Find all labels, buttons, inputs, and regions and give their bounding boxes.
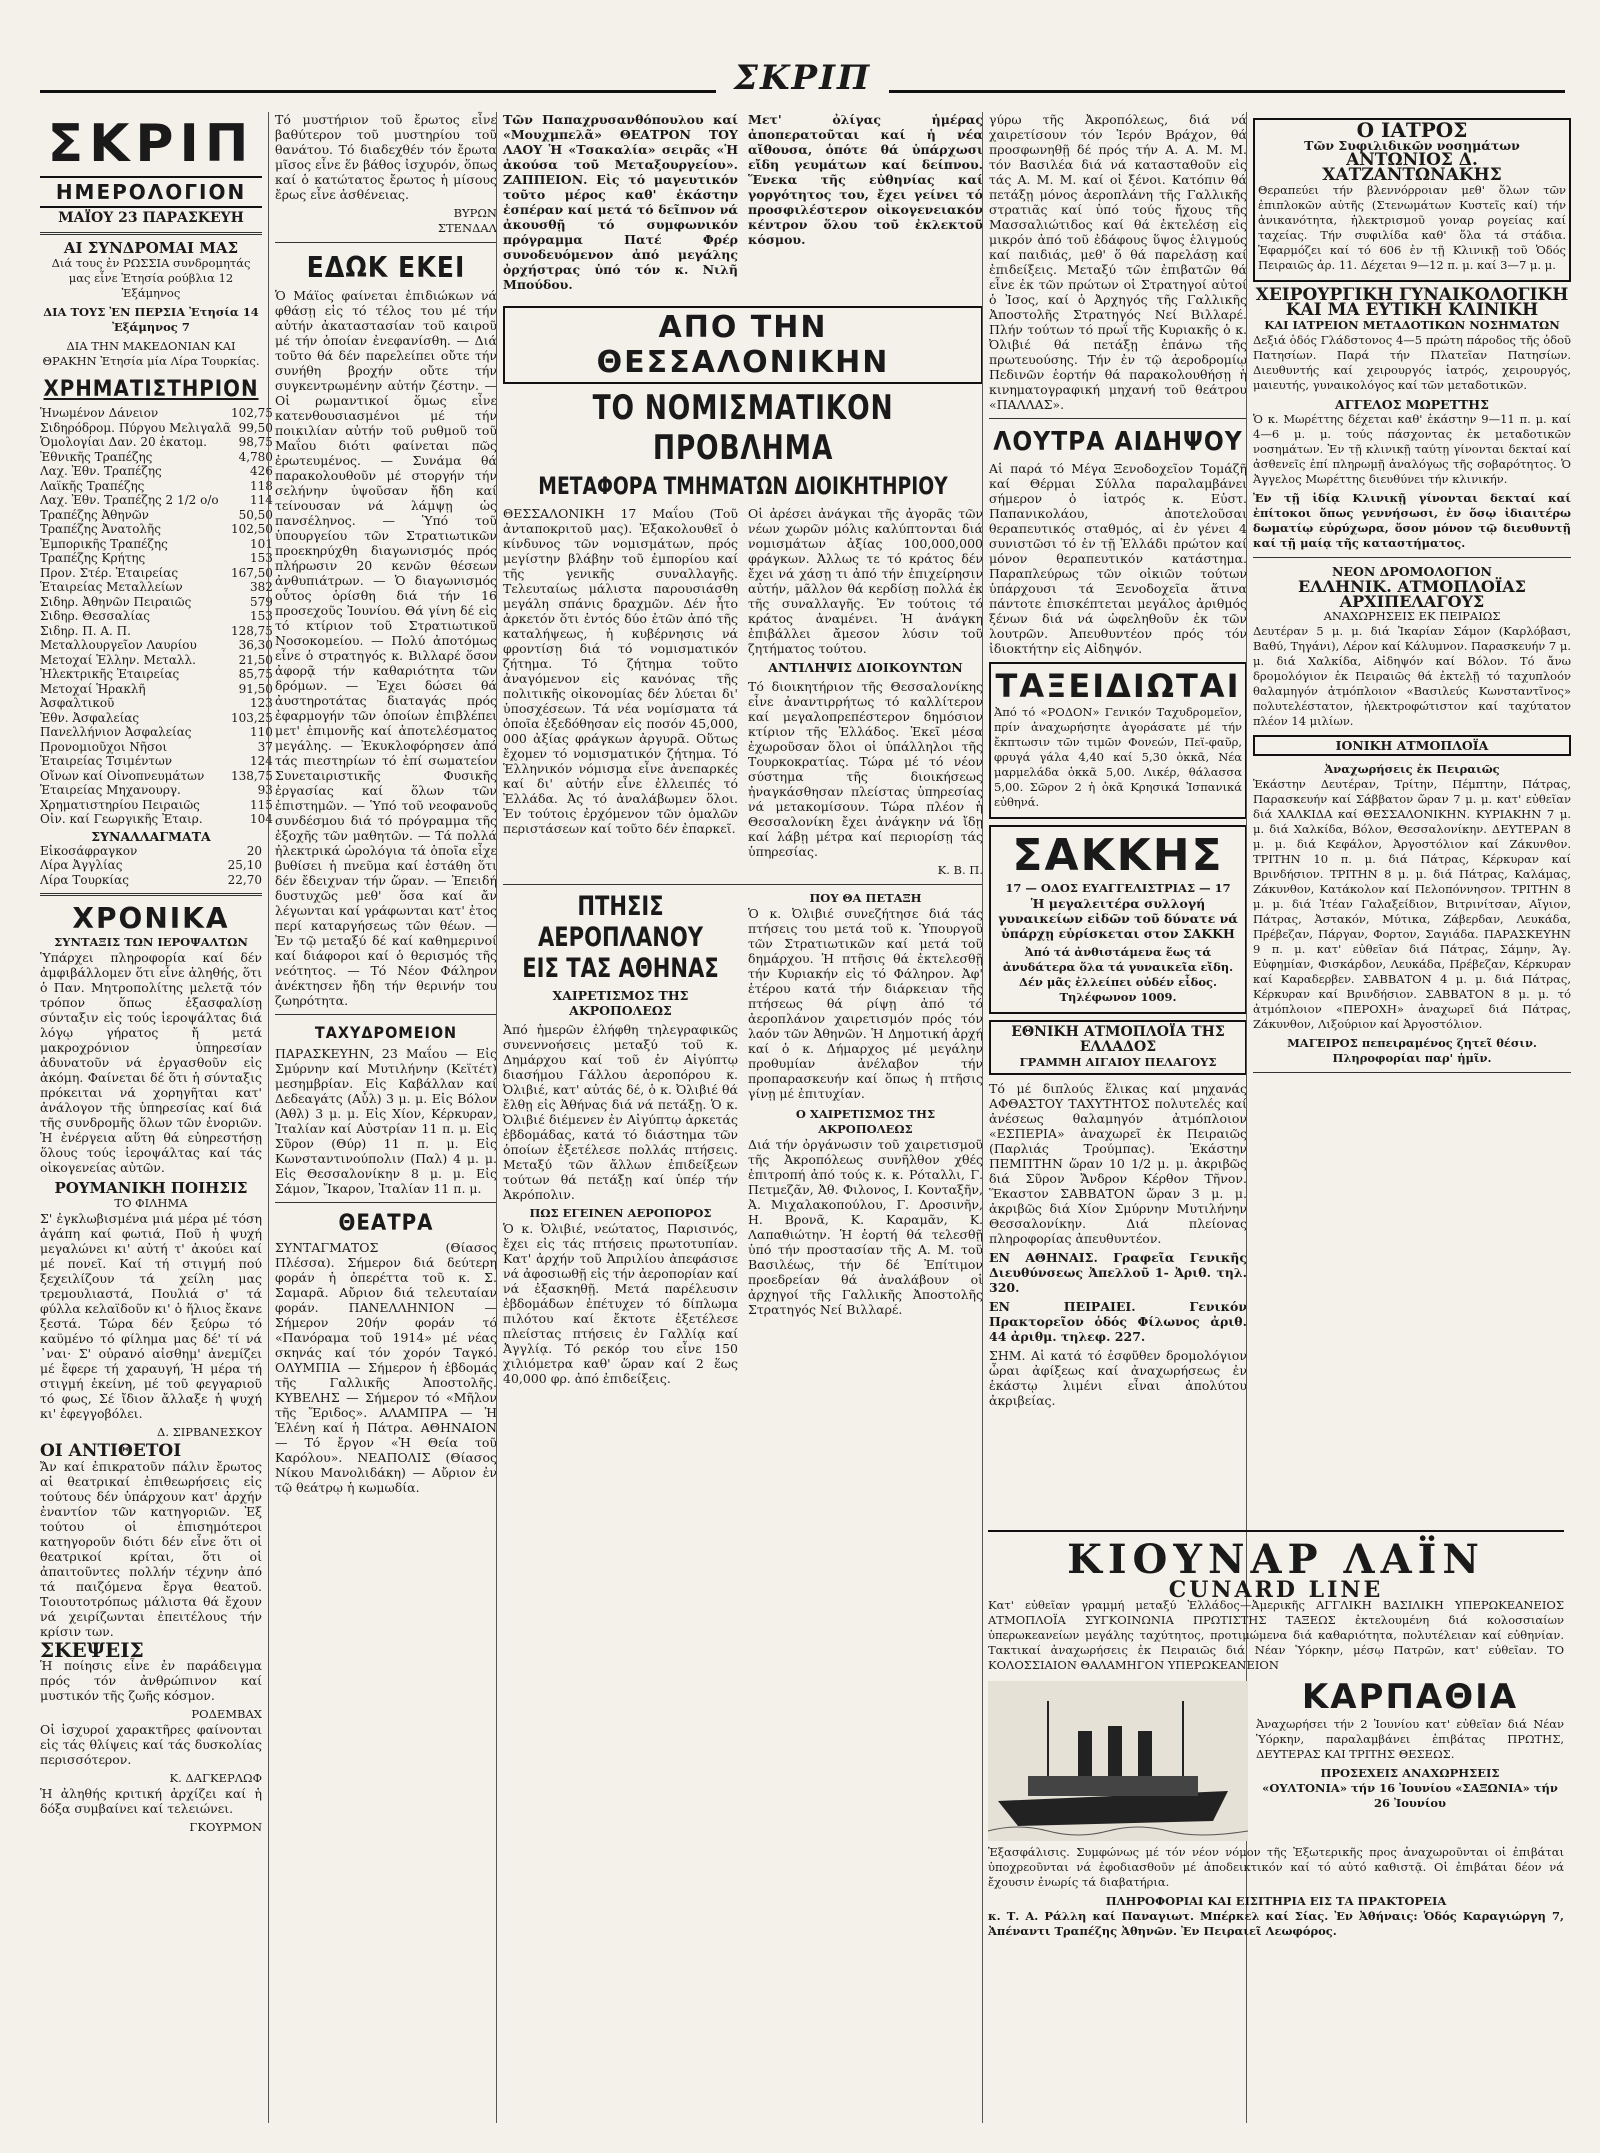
- masthead: [40, 58, 1565, 98]
- sakkis-address: 17 — ΟΔΟΣ ΕΥΑΓΓΕΛΙΣΤΡΙΑΣ — 17: [1005, 881, 1231, 895]
- ship-name: ΚΑΡΠΑΘΙΑ: [1301, 1677, 1519, 1717]
- bourse-row-label: Ἠλεκτρικῆς Ἑταιρείας: [40, 667, 180, 681]
- bourse-row: [40, 522, 273, 537]
- flight-headline-2: ΕΙΣ ΤΑΣ ΑΘΗΝΑΣ: [522, 953, 719, 984]
- doctor-ad: [1253, 118, 1571, 282]
- bourse-row-label: Οἴνων καί Οἰνοπνευμάτων: [40, 768, 205, 783]
- ionian-subheading: Ἀναχωρήσεις ἐκ Πειραιῶς: [1324, 762, 1500, 776]
- bourse-row-value: 103,25: [230, 710, 273, 725]
- national-line-text: Τό μέ διπλούς ἕλικας καί μηχανάς ΑΦΘΑΣΤΟΥ ΤΑΧΥΤΗΤΟΣ πολυτελές καί ἀνέσεως θαλαμηγόν ἀτμόπλοιον «ΕΣΠΕΡΙΑ» ἀναχωρεῖ ἐκ Πειραιῶς (Παρλιάς Τρούμπας). Ἑκάστην ΠΕΜΠΤΗΝ ὥραν 10 1/2 μ. μ. ἀκριβῶς διά Σῦρον Ἄνδρον Κέρθον Τῆνον. Ἕκαστον ΣΑΒΒΑΤΟΝ ὥραν 3 μ. μ. ἀκριβῶς διά Χίον Σμύρνην Μυτιλήνην Θεσσαλονίκην. Διά πλείονας πληροφορίας ἀπευθυντέον.: [989, 1081, 1247, 1246]
- subscriptions-persia: ΔΙΑ ΤΟΥΣ ἘΝ ΠΕΡΣΙΑ Ἐτησία 14 Ἐξάμηνος 7: [43, 305, 259, 334]
- surgery-text-2: Ὁ κ. Μωρέττης δέχεται καθ' ἑκάστην 9—11 π. μ. καί 4—6 μ. μ. τούς πάσχοντας ἐκ μεταδοτικῶν νοσημάτων. Ἐν τῇ κλινικῇ ταύτῃ γίνονται δεκταί καί ἀσθενεῖς ἐπί πληρωμῇ ἀναλόγως τῆς σοβαρότητος. Ὁ Ἀγγελος Μωρέττης διευθύνει τήν κλινικήν.: [1253, 412, 1571, 486]
- nameplate-subtitle: ΗΜΕΡΟΛΟΓΙΟΝ: [40, 176, 262, 208]
- bourse-row: [40, 421, 273, 436]
- bourse-row-label: Τραπέζης Ἀνατολῆς: [40, 522, 161, 536]
- baths-heading: ΛΟΥΤΡΑ ΑΙΔΗΨΟΥ: [993, 427, 1243, 457]
- lines-text: Δευτέραν 5 μ. μ. διά Ἰκαρίαν Σάμον (Καρλόβασι, Βαθύ, Τηγάνι), Λέρον καί Κάλυμνον. Παρασκευήν 7 μ. μ. διά Χαλκίδα, Αἰδηψόν καί Βόλον. Τό ἄνω δρομολόγιον ἐκ Πειραιῶς θά ἐκτελῇ τό ταχυπλοόν θαλαμηγόν ἀτμόπλοιον «Βασιλεύς Κωνσταντῖνος» πολυτελέστατον, ἠλεκτροφώτιστον καί ταχύτατον πλέον 14 μιλίων.: [1253, 624, 1571, 728]
- national-line-note: ΣΗΜ. Αἱ κατά τό ἐσφῦθεν δρομολόγιον ὧραι ἀφίξεως καί ἀναχωρήσεως ἐν ἑκάστῳ λιμένι εἶναι ἀπολύτου ἀκριβείας.: [989, 1348, 1247, 1408]
- national-line-athens: ΕΝ ΑΘΗΝΑΙΣ. Γραφεῖα Γενικῆς Διευθύνσεως Ἀπελλοῦ 1- Ἀριθ. τηλ. 320.: [989, 1250, 1247, 1295]
- bourse-row-value: 128,75: [230, 623, 273, 638]
- bourse-row-label: Μετοχαί Ἑλλην. Μεταλλ.: [40, 652, 196, 667]
- bourse-row: [40, 682, 273, 697]
- bourse-row-value: 579: [250, 594, 273, 609]
- antitheta-text: Ἄν καί ἐπικρατοῦν πάλιν ἔρωτος αἱ θεατρικαί ἐπιθεωρήσεις εἰς τούτους δέν ὑπάρχουν κατ' ἀρχήν ἐναντίον τῶν κατηγοριῶν. Ἐξ τούτου οἱ ἐπισημότεροι κατηγοροῦν διότι δέν εἶνε ὅτι οἱ θεατρικοί κρίται, ὅτι οἱ ἀπαιτοῦντες πολλήν τέχνην ἀπό τά παιζόμενα ἔργα θεατοῦ. Τοιουτοτρόπως μάλιστα θά ἔχουν νά χειρίζωνται ἐπειτέλους τήν κρίσιν των.: [40, 1459, 262, 1639]
- bourse-row-value: 104: [250, 812, 273, 826]
- bourse-row-value: 21,50: [238, 652, 273, 667]
- acropolis-text: Διά τήν ὀργάνωσιν τοῦ χαιρετισμοῦ τῆς Ἀκροπόλεως συνῆλθον χθές ἐπιτροπή ἀπό τούς κ. κ. Ρόταλλι, Γ. Πετμεζᾶν, Ἀθ. Φιλονος, Ι. Κονταξῆν, Ἀ. Μιχαλακοπούλου, Γ. Δροσινῆν, Η. Βρονᾶ, Κ. Καραμᾶν, Κ. Λαπαθιώτην. Ἡ ἑορτή θά τελεσθῇ ὑπό τήν προστασίαν τῆς Α. Μ. τοῦ Βασιλέως, τήν δέ Ἐπίτιμον προεδρείαν θά ἀναλάβουν οἱ ἀρχηγοί τῆς Γαλλικῆς Ἀποστολῆς Στρατηγός Νεί Βιλλαρέ.: [748, 1137, 983, 1317]
- lines-subheading-2: ΑΡΧΙΠΕΛΑΓΟΥΣ: [1339, 592, 1485, 611]
- divider: [40, 893, 262, 896]
- bourse-row-label: Ἡνωμένον Δάνειον: [40, 406, 159, 420]
- bourse-row-value: 85,75: [238, 667, 273, 681]
- bourse-row: [40, 464, 273, 479]
- next-departures-heading: ΠΡΟΣΕΧΕΙΣ ΑΝΑΧΩΡΗΣΕΙΣ: [1320, 1766, 1500, 1780]
- thessaloniki-text-left: ΘΕΣΣΑΛΟΝΙΚΗ 17 Μαΐου (Τοῦ ἀνταποκριτοῦ μας). Ἐξακολουθεῖ ὁ κίνδυνος τῶν νομισμάτων, πρός μεγίστην βλάβην τοῦ ἐμπορίου καί τῆς γενικῆς συναλλαγῆς. Τελευταίως μάλιστα παρουσιάσθη μεγάλη σπάνις δραχμῶν. Δέν ἦτο ἀρκετόν ὅτι ἐντός δύο ἐτῶν ἀπό τῆς καταλήψεως, ἡ κυβέρνησις νά φροντίσῃ διά τό νομισματικόν ζήτημα. Τό ζήτημα τοῦτο ἀναγόμενον εἰς κανόνας τῆς πολιτικῆς οἰκονομίας δέν λύεται δι' ὑποσχέσεων. Τά νέα νομίσματα τά ὁποῖα ἐξεδόθησαν εἰς ποσόν 45,000, 000 ἀξίας φράγκων ἀργυρᾶ. Οὕτως ἔχομεν τό νομισματικόν ζήτημα. Τό Ἑλληνικόν νόμισμα εἶνε ἀνεπαρκές καί δι' αὐτήν εἶνε ἐλλειπές τό Ἐλλάδα. Ἀς τό ἀναλάβωμεν ὅλοι. Ἐν τούτοις ἐρχόμενον τῶν ὁμαλῶν περιστάσεων καί τοῦτο δέν ἐπαρκεῖ.: [503, 506, 738, 836]
- where-fly-heading: ΠΟΥ ΘΑ ΠΕΤΑΞΗ: [809, 891, 922, 905]
- bourse-row-label: Σιδηρόδρομ. Πύργου Μελιγαλᾶ: [40, 420, 231, 435]
- cook-ad: ΜΑΓΕΙΡΟΣ πεπειραμένος ζητεῖ θέσιν. Πληροφορίαι παρ' ἡμῖν.: [1287, 1036, 1537, 1065]
- exchange-row-label: Λίρα Ἀγγλίας: [40, 858, 123, 872]
- next-departures-text: «ΟΥΛΤΟΝΙΑ» τήν 16 Ἰουνίου «ΣΑΞΩΝΙΑ» τήν 26 Ἰουνίου: [1262, 1781, 1558, 1810]
- doctor-name: ΑΝΤΩΝΙΟΣ Δ. ΧΑΤΖΑΝΤΩΝΑΚΗΣ: [1322, 150, 1502, 185]
- chronika-heading: ΧΡΟΝΙΚΑ: [72, 902, 230, 935]
- bourse-row-label: Ἀσφαλτικοῦ: [40, 696, 115, 710]
- subscriptions-russia: Διά τους ἐν ΡΩΣΣΙΑ συνδρομητάς μας εἶνε Ἐτησία ρούβλια 12 Ἐξάμηνος: [51, 256, 251, 300]
- bourse-row: [40, 580, 273, 595]
- cunard-greek-title: ΚΙΟΥΝΑΡ ΛΑΪΝ: [1067, 1536, 1485, 1583]
- bourse-row: [40, 667, 273, 682]
- exchange-row-value: 22,70: [227, 872, 262, 887]
- divider: [275, 1202, 497, 1203]
- skepseis-text-3: Ἡ ἀληθής κριτική ἀρχίζει καί ἡ δόξα συμβαίνει καί τελειώνει.: [40, 1786, 262, 1816]
- antitheta-heading: ΟΙ ΑΝΤΙΘΕΤΟΙ: [40, 1441, 182, 1461]
- bourse-row-label: Λαϊκῆς Τραπέζης: [40, 478, 145, 493]
- theatre-heading: ΘΕΑΤΡΑ: [338, 1211, 434, 1236]
- sakkis-text: Ἡ μεγαλειτέρα συλλογή γυναικείων εἰδῶν τοῦ δύνατε νά ὑπάρχῃ εὑρίσκεται στον ΣΑΚΚΗ: [998, 896, 1238, 941]
- bourse-row-value: 102,75: [230, 406, 273, 420]
- bourse-row: [40, 798, 273, 813]
- doctor-subheading: Τῶν Συφιλιδικῶν νοσημάτων: [1304, 138, 1520, 153]
- poem-title: ΤΟ ΦΙΛΗΜΑ: [114, 1196, 188, 1210]
- agents-heading: ΠΛΗΡΟΦΟΡΙΑΙ ΚΑΙ ΕΙΣΙΤΗΡΙΑ ΕΙΣ ΤΑ ΠΡΑΚΤΟΡΕΙΑ: [1105, 1894, 1447, 1908]
- antilipsis-heading: ΑΝΤΙΛΗΨΙΣ ΔΙΟΙΚΟΥΝΤΩΝ: [768, 660, 963, 675]
- bourse-row-label: Τραπέζης Ἀθηνῶν: [40, 507, 149, 522]
- subscriptions-macedonia: ΔΙΑ ΤΗΝ ΜΑΚΕΔΟΝΙΑΝ ΚΑΙ ΘΡΑΚΗΝ Ἐτησία μία Λίρα Τουρκίας.: [42, 339, 260, 368]
- bourse-row: [40, 624, 273, 639]
- exchange-row-value: 25,10: [227, 858, 262, 872]
- bourse-row-value: 110: [250, 725, 273, 739]
- agents-text: κ. Τ. Α. Ράλλη καί Παναγιωτ. Μπέρκελ καί Σίας. Ἐν Ἀθήναις: Ὁδός Καραγιώργη 7, Ἀπέναντι Τραπέζης Ἀθηνῶν. Ἐν Πειραιεῖ Λεωφόρος.: [988, 1909, 1564, 1938]
- monetary-headline: ΤΟ ΝΟΜΙΣΜΑΤΙΚΟΝ ΠΡΟΒΛΗΜΑ: [592, 388, 894, 468]
- edo-heading: ΕΔΩΚ ΕΚΕΙ: [306, 251, 466, 284]
- aviator-heading: ΠΩΣ ΕΓΕΙΝΕΝ ΑΕΡΟΠΟΡΟΣ: [529, 1206, 712, 1220]
- lines-subheading-3: ΑΝΑΧΩΡΗΣΕΙΣ ΕΚ ΠΕΙΡΑΙΩΣ: [1323, 609, 1501, 623]
- subscriptions-heading: ΑΙ ΣΥΝΔΡΟΜΑΙ ΜΑΣ: [63, 239, 239, 257]
- bourse-row-value: 118: [250, 478, 273, 493]
- bourse-row-value: 426: [250, 464, 273, 478]
- thessaloniki-text-right: Οἱ ἀρέσει ἀνάγκαι τῆς ἀγορᾶς τῶν νέων χωρῶν μόλις καλύπτονται διά νομισμάτων ἀξίας 100,000,000 φράγκων. Ἀλλως τε τό κράτος δέν ἔχει νά χάσῃ τι ἀπό τήν ἐπιχείρησιν αὐτήν, μᾶλλον θά κερδίσῃ πολλά ἐκ τῆς συναλλαγῆς. Ἐν τούτοις τό κράτος ἀναμένει. Ἡ ἀνάγκη ἐπιβάλλει ἄμεσον λύσιν τοῦ ζητήματος τούτου.: [748, 506, 983, 656]
- exchange-row: [40, 873, 262, 888]
- bourse-row-label: Ἐθν. Ἀσφαλείας: [40, 710, 140, 725]
- bourse-row-label: Προν. Στέρ. Ἑταιρείας: [40, 565, 179, 580]
- acropolis-heading: Ο ΧΑΙΡΕΤΙΣΜΟΣ ΤΗΣ ΑΚΡΟΠΟΛΕΩΣ: [795, 1107, 936, 1136]
- cunard-text: Κατ' εὐθεῖαν γραμμή μεταξύ Ἑλλάδος—Ἀμερικῆς ΑΓΓΛΙΚΗ ΒΑΣΙΛΙΚΗ ΥΠΕΡΩΚΕΑΝΕΙΟΣ ΑΤΜΟΠΛΟΪΑ ΣΥΓΚΟΙΝΩΝΙΑ ΠΡΩΤΙΣΤΗΣ ΤΑΞΕΩΣ ἐκτελουμένη διά κολοσσιαίων ὑπερωκεανείων μεγάλης ταχύτητος, προτιμώμενα διά καθαριότητα, πολυτέλειαν καί εὐθηνίαν. Τακτικαί ἀναχωρήσεις ἐκ Πειραιῶς διά Νέαν Ὑόρκην, μέσῳ Πατρῶν, κατ' εὐθεῖαν. ΤΟ ΚΟΛΟΣΣΙΑΙΟΝ ΘΑΛΑΜΗΓΟΝ ΥΠΕΡΩΚΕΑΝΕΙΟΝ: [988, 1598, 1564, 1672]
- sakkis-ad: [989, 825, 1247, 1014]
- exchange-row-label: Λίρα Τουρκίας: [40, 872, 129, 887]
- bourse-table: [40, 406, 273, 827]
- bourse-row: [40, 609, 273, 624]
- surgery-subheading: ΚΑΙ ΙΑΤΡΕΙΟΝ ΜΕΤΑΔΟΤΙΚΩΝ ΝΟΣΗΜΑΤΩΝ: [1264, 318, 1560, 332]
- bourse-row: [40, 725, 273, 740]
- quote-author-byron: ΒΥΡΩΝ: [453, 206, 497, 220]
- bourse-row: [40, 493, 273, 508]
- bourse-row-label: Οἰν. καί Γεωργικῆς Ἐταιρ.: [40, 812, 203, 826]
- bourse-row: [40, 595, 273, 610]
- bourse-row-value: 37: [257, 739, 273, 754]
- national-line-heading: ΕΘΝΙΚΗ ΑΤΜΟΠΛΟΪΑ ΤΗΣ ΕΛΛΑΔΟΣ: [1011, 1024, 1225, 1055]
- bourse-row: [40, 450, 273, 465]
- where-fly-text: Ὁ κ. Ὀλιβιέ συνεζήτησε διά τάς πτήσεις του μετά τοῦ κ. Ὑπουργοῦ τῶν Στρατιωτικῶν καί μετά τοῦ δημάρχου. Ἡ πτῆσις θά ἐκτελεσθῇ τήν Κυριακήν εἰς τό Φάληρον. Ἀφ' ἑτέρου κατά τήν διάρκειαν τῆς πτήσεως θά ρίψῃ ἀπό τό ἀεροπλάνον χαιρετισμόν πρός τόν λαόν τῶν Ἀθηνῶν. Ἡ Δημοτική ἀρχή καί ὁ κ. Δήμαρχος μέ μεγάλην προθυμίαν ἀνέλαβον τήν προπαρασκευήν καί ὅπως ἡ πτῆσις γίνῃ μέ ἐπιτυχίαν.: [748, 906, 983, 1101]
- bourse-row-value: 114: [250, 493, 273, 507]
- thessaloniki-article: [503, 506, 983, 878]
- bourse-row: [40, 638, 273, 653]
- nameplate: ΣΚΡΙΠ: [47, 114, 255, 174]
- thessaloniki-banner: ΑΠΟ ΤΗΝ ΘΕΣΣΑΛΟΝΙΚΗΝ: [503, 306, 983, 384]
- chronika-subheading: ΣΥΝΤΑΞΙΣ ΤΩΝ ΙΕΡΟΨΑΛΤΩΝ: [54, 935, 248, 949]
- ship-text: Ἀναχωρήσει τήν 2 Ἰουνίου κατ' εὐθεῖαν διά Νέαν Ὑόρκην, παραλαμβάνει ἐπιβάτας ΠΡΩΤΗΣ, ΔΕΥΤΕΡΑΣ ΚΑΙ ΤΡΙΤΗΣ ΘΕΣΕΩΣ.: [1256, 1717, 1564, 1761]
- divider: [989, 418, 1247, 419]
- bourse-row-label: Χρηματιστηρίου Πειραιῶς: [40, 797, 200, 812]
- divider: [503, 884, 983, 885]
- bourse-row-label: Προνομιοῦχοι Νῆσοι: [40, 739, 168, 754]
- bourse-row-label: Μεταλλουργεῖον Λαυρίου: [40, 638, 197, 652]
- divider: [275, 242, 497, 243]
- divider: [275, 1014, 497, 1015]
- bourse-row-value: 4,780: [238, 449, 273, 464]
- skepseis-author-1: ΡΟΔΕΜΒΑΧ: [191, 1707, 262, 1721]
- skepseis-text-1: Ἡ ποίησις εἶνε ἐν παράδειγμα πρός τόν ἀνθρώπινον καί μυστικόν τῆς ζωῆς κόσμον.: [40, 1658, 262, 1703]
- chronika-text: Ὑπάρχει πληροφορία καί δέν ἀμφιβάλλομεν ὅτι εἶνε ἀληθής, ὅτι ὁ Παν. Μητροπολίτης μελετᾷ τόν τρόπον ὅπως ἐξασφαλίσῃ σύνταξιν εἰς τούς ἱεροψάλτας διά λόγῳ γήρατος ἤ μετά μακροχρόνιον ὑπηρεσίαν ἀδυνατοῦν νά ἐργασθοῦν εἰς ἀκόμη. Φαίνεται δέ ὅτι ἡ σύνταξις πρόκειται νά χορηγῆται κατ' ἀνάλογον τῆς ὑπηρεσίας καί διά τῆς συνδρομῆς ὅλων τῶν ἐνοριῶν. Ἡ ἐνέργεια αὕτη θά εὐηρεστήσῃ ὅλους τούς ἱεροψάλτας καί τάς οἰκογενείας αὐτῶν.: [40, 950, 262, 1175]
- next-departures-note: Ἐξασφάλισις. Συμφώνως μέ τόν νέον νόμον τῆς Ἐξωτερικῆς προς ἀναχωροῦνται οἱ ἐπιβάται ὑποχρεοῦνται νά ἐφοδιασθοῦν μέ ἀποδεικτικόν καί τό αὐτό καθιστᾷ. Οἱ ἐπιβάται δέον νά ἔχουσιν ἐνωρίς τά διαβατήρια.: [988, 1845, 1564, 1889]
- national-line-subheading: ΓΡΑΜΜΗ ΑΙΓΑΙΟΥ ΠΕΛΑΓΟΥΣ: [1019, 1055, 1217, 1069]
- monetary-subheadline: ΜΕΤΑΦΟΡΑ ΤΜΗΜΑΤΩΝ ΔΙΟΙΚΗΤΗΡΙΟΥ: [538, 472, 948, 500]
- skepseis-author-3: ΓΚΟΥΡΜΟΝ: [189, 1820, 262, 1834]
- exchange-heading: ΣΥΝΑΛΛΑΓΜΑΤΑ: [91, 828, 211, 844]
- bourse-row: [40, 537, 273, 552]
- lines-heading: ΝΕΟΝ ΔΡΟΜΟΛΟΓΙΟΝ: [1332, 564, 1492, 579]
- bourse-row-value: 382: [250, 580, 273, 594]
- bourse-row: [40, 711, 273, 726]
- quote-author-stendhal: ΣΤΕΝΔΑΛ: [437, 221, 497, 235]
- poem-heading: ΡΟΥΜΑΝΙΚΗ ΠΟΙΗΣΙΣ: [54, 1179, 248, 1197]
- theatre-text: ΣΥΝΤΑΓΜΑΤΟΣ (Θίασος Πλέσσα). Σήμερον διά δεύτερη φοράν ἡ ὀπερέττα τοῦ κ. Σ. Σαμαρᾶ. Αὔριον διά τελευταίαν φοράν. ΠΑΝΕΛΛΗΝΙΟΝ — Σήμερον 20ήν φοράν τό «Πανόραμα τοῦ 1914» μέ νέας σκηνάς καί τόν χορόν Ταγκό. ΟΛΥΜΠΙΑ — Σήμερον ἡ ἑβδομάς τῆς Γαλλικῆς Ἀποστολῆς. ΚΥΒΕΛΗΣ — Σήμερον τό «Μῆλον τῆς Ἔριδος». ΑΛΑΜΠΡΑ — Ἡ Ἑλένη καί ἡ Πάτρα. ΑΘΗΝΑΙΟΝ — Τό ἔργον «Ἡ Θεία τοῦ Καρόλου». ΝΕΑΠΟΛΙΣ (Θίασος Νίκου Μανολιδάκη) — Αὔριον ἐν τῷ θεάτρῳ ἡ κωμωδία.: [275, 1240, 497, 1495]
- cunard-latin-title: CUNARD LINE: [1168, 1577, 1384, 1603]
- ionian-heading-box: [1253, 735, 1571, 756]
- sakkis-heading: ΣΑΚΚΗΣ: [1012, 830, 1224, 881]
- divider: [1253, 1072, 1571, 1073]
- bourse-row-value: 138,75: [230, 768, 273, 783]
- bourse-row-value: 93: [257, 783, 273, 797]
- bourse-row-value: 124: [250, 754, 273, 768]
- skepseis-text-2: Οἱ ἰσχυροί χαρακτῆρες φαίνονται εἰς τάς θλίψεις καί τάς δυσκολίας περισσότερον.: [40, 1722, 262, 1767]
- bourse-row: [40, 508, 273, 523]
- cunard-ad: [988, 1530, 1564, 2123]
- bourse-row-label: Λαχ. Ἐθν. Τραπέζης 2 1/2 ο/ο: [40, 493, 219, 507]
- doctor-text: Θεραπεύει τήν βλεννόρροιαν μεθ' ὅλων τῶν ἐπιπλοκῶν αὐτῆς (Στενωμάτων Κυστεῖς καί) τήν ἀνικανότητα, ἠλεκτρισμοῦ γοναρ ρογείας καί ταχείας. Τήν συφιλίδα καθ' ὅλα τά στάδια. Ἐφαρμόζει καί τό 606 ἐν τῇ Κλινικῇ τοῦ Ὁδός Πειραιῶς ἀρ. 11. Δέχεται 9—12 π. μ. καί 3—7 μ. μ.: [1258, 183, 1566, 272]
- bourse-row-value: 153: [250, 609, 273, 623]
- acropolis-continued: γύρω τῆς Ἀκροπόλεως, διά νά χαιρετίσουν τόν Ἱερόν Βράχον, θά προσφωνηθῇ δέ πρός τήν Α. Α. Μ. Μ. τόν Βασιλέα διά νά κατασταθοῦν εἰς τάς Α. Μ. Μ. καί οἱ ξένοι. Κατόπιν θά πετάξῃ μόνος ἀεροπλάνη τῆς Γαλλικῆς στρατιᾶς καί ὑπό τούς ἤχους τῆς Μασσαλιώτιδος καί θά ἐκτελέσῃ εἰς μικρόν ἀπό τοῦ ἐδάφους ὕψος ἑλιγμούς καί παιδιάς, μεθ' ὅ θά παρελάσῃ καί ἐπιδείξεις. Μεταξύ τῶν ἐπιβατῶν θά εἶνε ἐκ τῶν πρώτων οἱ Στρατηγοί αὐτοί ὁ Ἰσος, καί ὁ Ἀρχηγός τῆς Γαλλικῆς Ἀποστολῆς Στρατηγός Νεί Βιλλαρέ. Πλήν τούτων τό πρωΐ τῆς Κυριακῆς ὁ κ. Ὀλιβιέ θά πετάξῃ ἐπάνω τῆς πρωτευούσης. Τήν ἐν τῷ ἀεροδρομίῳ Πεδινῶν ἑορτήν θά παρακολουθήσῃ ἡ κινηματογραφική μηχανή τοῦ θεάτρου «ΠΑΛΛΑΣ».: [989, 112, 1247, 412]
- lines-subheading: ΕΛΛΗΝΙΚ. ΑΤΜΟΠΛΟΪΑΣ: [1298, 577, 1526, 596]
- bourse-row: [40, 479, 273, 494]
- bourse-row: [40, 812, 273, 827]
- bourse-heading: ΧΡΗΜΑΤΙΣΤΗΡΙΟΝ: [43, 377, 259, 402]
- flight-article: [503, 891, 983, 1390]
- cunard-body: [988, 1677, 1564, 1845]
- surgery-heading: ΧΕΙΡΟΥΡΓΙΚΗ ΓΥΝΑΙΚΟΛΟΓΙΚΗ ΚΑΙ ΜΑ ΕΥΤΙΚΗ ΚΛΙΝΙΚΗ: [1255, 285, 1569, 320]
- surgery-note: Ἐν τῇ ἰδίᾳ Κλινικῇ γίνονται δεκταί καί ἐπίτοκοι ὅπως γεννήσωσι, ἐν ὅσῳ ἰδιαιτέρω δωματίῳ εὐρύχωρα, ὅσον μόνον τῷ διευθυντῇ καί τῇ μαίᾳ τῆς καταστήματος.: [1253, 491, 1571, 550]
- bourse-row-label: Σιδηρ. Π. Α. Π.: [40, 623, 131, 638]
- bourse-row-value: 123: [250, 696, 273, 710]
- bourse-row-value: 115: [250, 797, 273, 812]
- travel-heading: ΤΑΞΕΙΔΙΩΤΑΙ: [995, 667, 1241, 705]
- exchange-row: [40, 844, 262, 859]
- flight-headline-1: ΠΤΗΣΙΣ ΑΕΡΟΠΛΑΝΟΥ: [537, 891, 704, 953]
- bourse-row-value: 101: [250, 536, 273, 551]
- bourse-row-value: 102,50: [230, 522, 273, 536]
- exchange-table: [40, 844, 262, 888]
- edo-text: Ὁ Μάϊος φαίνεται ἐπιδιώκων νά φθάσῃ εἰς τό τέλος του μέ τήν αὐτήν ἀκαταστασίαν τοῦ καιροῦ μέ τήν ὁποίαν ἐνεφανίσθη. — Διά τοῦτο θά δέν παρελείπει οὔτε τήν συνήθη βροχήν οὔτε τήν συγκεντρωμένην αὐτήν ζέστην. — Οἱ ρωμαντικοί ὅμως εἶνε κατενθουσιασμένοι μέ τήν ποικιλίαν αὐτήν τοῦ ρυθμοῦ τοῦ Μαΐου διότι φαίνεται πῶς ἐρωτευμένος. — Συνάμα θά παρακολουθοῦν μέ στοργήν τήν σελήνην ὑψοῦσαν ἤδη καί τείνουσαν νά λάμψῃ ὡς πανσέληνος. — Ὑπό τοῦ ὑπουργείου τῶν Στρατιωτικῶν προεκηρύχθη διαγωνισμός πρός πλήρωσιν 20 κενῶν θέσεων ἀνθυπιάτρων. — Ὁ διαγωνισμός οὗτος ὁρίσθη διά τήν 16 προσεχοῦς Ἰουνίου. Θά γίνη δέ εἰς τό κτίριον τοῦ Στρατιωτικοῦ Νοσοκομείου. — Πολύ ἀποτόμως εἶνε ὁ στρατηγός κ. Βιλλαρέ ὅσον ἀφορᾷ τήν καθαριότητα τῶν δρόμων. — Ἐχει δώσει θά ἀυστηροτάτας διαταγάς πρός ἐφαρμογήν τῶν ὁποίων ἐπιβλέπει μετ' ἐπιμονῆς καί ἀποτελέσματος μεγάλης. — Ἐκυκλοφόρησεν ἀπό τάς πιεστηρίων τό ἐπί σωματείον Συνεταιριστικῆς Φυσικῆς ἐργασίας καί ὅλων τῶν ἐπιστημῶν. — Ὑπό τοῦ νεοφανοῦς συνδέσμου διά τό πρόγραμμα τῆς ἐξοχῆς τῶν μαθητῶν. — Τά πολλά ἠλεκτρικά ὡρολόγια τά ὁποῖα εἶχε βυθίσει ἡ πνεῦμα καί ἐστάθη ὅτι δέν ἔδειχναν τήν ὥραν. — Ἐπειδή δυστυχῶς μεθ' ὅσα καί ἄν λέγωνται καί γράφωνται κατ' ἐτος περί καταργήσεως τῶν θέων. — Ἐν τῷ μεταξύ δέ καί καθημερινοί καί διάφοροι καί ὁ θερισμός τῆς νεότητος. — Τό Νέον Φάληρον ἀνέκτησεν ἤδη τήν θερινήν του ζωηρότητα.: [275, 288, 497, 1008]
- flight-subheading: ΧΑΙΡΕΤΙΣΜΟΣ ΤΗΣ ΑΚΡΟΠΟΛΕΩΣ: [552, 988, 689, 1018]
- bourse-row: [40, 769, 273, 784]
- surgery-doctor-name: ΑΓΓΕΛΟΣ ΜΩΡΕΤΤΗΣ: [1335, 397, 1489, 412]
- top-notices: [503, 112, 983, 296]
- bourse-row: [40, 783, 273, 798]
- bourse-row-label: Ἐθνικῆς Τραπέζης: [40, 449, 153, 464]
- theatre-notice: Τῶν Παπαχρυσανθόπουλου καί «Μουχμπελᾶ» ΘΕΑΤΡΟΝ ΤΟΥ ΛΑΟΥ Ἡ «Τσακαλία» σειρᾶς «Ἡ ἀκούσα τοῦ Μεταξουργείου». ΖΑΠΠΕΙΟΝ. Εἰς τό μαγευτικόν τοῦτο μέρος καθ' ἑκάστην ἑσπέραν καί μετά τό δεῖπνον νά ἀκουσθῇ τό συμφωνικόν πρόγραμμα Πατέ Φρέρ συνοδευόμενον ἀπό μεγάλης ὀρχήστρας ὑπό τόν κ. Νιλῆ Μπούδου.: [503, 112, 738, 292]
- skepseis-author-2: Κ. ΔΑΓΚΕΡΛΩΦ: [169, 1771, 262, 1785]
- poem-author: Δ. ΣΙΡΒΑΝΕΣΚΟΥ: [157, 1425, 262, 1439]
- bourse-row-value: 98,75: [238, 435, 273, 449]
- bourse-row-value: 167,50: [230, 565, 273, 580]
- bourse-row-label: Ὁμολογίαι Δαν. 20 ἑκατομ.: [40, 435, 207, 449]
- ionian-heading: ΙΟΝΙΚΗ ΑΤΜΟΠΛΟΪΑ: [1335, 738, 1489, 753]
- bourse-row: [40, 653, 273, 668]
- exchange-row-value: 20: [246, 843, 262, 858]
- bourse-row-label: Μετοχαί Ἡρακλῆ: [40, 681, 146, 696]
- flight-text: Ἀπό ἡμερῶν ἐλήφθη τηλεγραφικῶς συνεννοήσεις μεταξύ τοῦ κ. Δημάρχου καί τοῦ ἐν Αἰγύπτῳ διασήμου Γάλλου ἀεροπόρου κ. Ὀλιβιέ, κατ' αὐτάς δέ, ὁ κ. Ὀλιβιέ θά ἔλθῃ εἰς Ἀθήνας διά νά πετάξῃ. Ὁ κ. Ὀλιβιέ διέμενεν ἐν Αἰγύπτῳ ἀρκετάς ἑβδομάδας, κατά τό διάστημα τῶν ὁποίων ἐξετέλεσε πολλάς πτήσεις. Μεταξύ τῶν ἄλλων ἐπιδείξεων τούτων θά πετάξῃ καί ὑπέρ τήν Ἀκρόπολιν.: [503, 1022, 738, 1202]
- poem-text: Σ' ἐγκλωβισμένα μιά μέρα μέ τόση ἀγάπη καί φωτιά, Ποῦ ἡ ψυχή μεγαλώνει κι' αὐτή τ' ἀκούει καί μέ πονεῖ. Καί τή στιγμή πού ξεχειλίζουν τά χείλη μας τρεμουλιαστά, Πουλιά σ' τά φύλλα κελαϊδοῦν κι' ὁ ἥλιος ἔκανε ξεστά. Τώρα δέν ξεύρω τό καϋμένο τό φίλημα μας δέ' τί νά ᾽ναι· Σ' οὐρανό αἰσθημ' ἀνεμίζει μέ ἔφερε τή χαραυγή, Ἡ μέρα τή στιγμή ἐκείνη, μέ τοῦ φεγγαριοῦ τό φως, Σέ ἴδιον ἄλλαξε ἡ ψυχή κι' ἐφεγγοβόλει.: [40, 1211, 262, 1421]
- zappeion-notice: Μετ' ὀλίγας ἡμέρας ἀποπερατοῦται καί ἡ νέα αἴθουσα, ὁπότε θά ὑπάρχωσι εἴδη γευμάτων καί δείπνου. Ἕνεκα τῆς εὐθηνίας καί γοργότητος του, ἔχει γείνει τό προσφιλέστερον οἰκογενειακόν κέντρον ὅλου τοῦ ἐκλεκτοῦ κόσμου.: [748, 112, 983, 247]
- date-label: ΜΑΪΟΥ 23 ΠΑΡΑΣΚΕΥΗ: [58, 210, 244, 226]
- column-2: [268, 112, 503, 2123]
- quote-text: Τό μυστήριον τοῦ ἔρωτος εἶνε βαθύτερον τοῦ μυστηρίου τοῦ θανάτου. Τό διαδεχθέν τόν ἔρωτα μῖσος εἶνε ἕν βάθος ἰσχυρόν, ὅπως καί ὁ κατώτατος ἔρωτος ἡ μίσους ἔρως εἶνε ἀσθένειας.: [275, 112, 497, 202]
- baths-text: Αἱ παρά τό Μέγα Ξενοδοχεῖον Τομάζῆ καί Θέρμαι Σύλλα παραλαμβάνει σήμερον ὁ ἰατρός κ. Εὐστ. Παπανικολάου, ἀποτελοῦσαι θεραπευτικός σταθμός, αἱ ἐν γένει 4 συνιστῶσι τό ἐν τῇ Ἑλλάδι πρώτον καί μόνον θεραπευτικόν κατάστημα. Παραπλεύρως τῶν οἰκιῶν τούτων ὑπάρχουσι τά Ξενοδοχεῖα ἅτινα πάντοτε ἐπισκέπτεται μεγάλος ἀριθμός ξένων διά νά ὠφεληθοῦν ἐκ τῶν λουτρῶν. Ἀπευθυντέον πρός τόν ἰδιοκτήτην εἰς Αἰδηψόν.: [989, 461, 1247, 656]
- divider: [40, 232, 262, 235]
- travel-text: Ἀπό τό «ΡΟΔΟΝ» Γενικόν Ταχυδρομεῖον, πρίν ἀναχωρήσητε ἀγοράσατε μέ τήν ἔκπτωσιν τῶν τιμῶν Φονεών, Πεϊ-φαῦρ, φρυγά γάλα 4,40 καί 5,30 ὀκκᾶ, Νέα μαρμελάδα ὀκκᾶ 5,00. Λικέρ, θάλασσα 5,00. Σῶρον 2 ἡ ὀκᾶ Κρησικά Ἰσπανικά εὐθηνά.: [994, 705, 1242, 809]
- bourse-row: [40, 406, 273, 421]
- column-1: [40, 112, 273, 2123]
- ship-illustration-icon: [988, 1681, 1248, 1841]
- bourse-row: [40, 696, 273, 711]
- bourse-row-label: Λαχ. Ἐθν. Τραπέζης: [40, 464, 162, 478]
- thessaloniki-signature: Κ. Β. Π.: [937, 863, 983, 877]
- skepseis-heading: ΣΚΕΨΕΙΣ: [40, 1638, 144, 1662]
- bourse-row: [40, 740, 273, 755]
- bourse-row-label: Ἐμπορικῆς Τραπέζης: [40, 536, 168, 551]
- bourse-row: [40, 566, 273, 581]
- bourse-row: [40, 435, 273, 450]
- divider: [1253, 557, 1571, 558]
- bourse-row-label: Ἑταιρείας Μηχανουργ.: [40, 783, 181, 797]
- bourse-row-label: Τραπέζης Κρήτης: [40, 551, 146, 565]
- bourse-row-value: 36,30: [238, 638, 273, 652]
- national-line-ad: [989, 1020, 1247, 1075]
- antilipsis-text: Τό διοικητήριον τῆς Θεσσαλονίκης εἶνε ἀναντιρρήτως τό καλλίτερον καί μεγαλοπρεπέστερον δημόσιον κτίριον τῆς Ἑλλάδος. Ἐκεῖ μέσα ἐχωροῦσαν ὅλοι οἱ ὑπάλληλοι τῆς Τουρκοκρατίας. Τώρα μέ τό νέον σύστημα τῆς διοικήσεως ἠναγκάσθησαν πλείστας ὑπηρεσίας νά μετακομίσουν. Τώρα πλέον ἡ Θεσσαλονίκη ἔχει ἀνάγκην νά ἴδῃ καί λάβῃ μέτρα καί περιορίσῃ τάς ὑπηρεσίας.: [748, 679, 983, 859]
- doctor-heading: Ο ΙΑΤΡΟΣ: [1356, 118, 1468, 142]
- bourse-row-label: Σιδηρ. Θεσσαλίας: [40, 609, 150, 623]
- exchange-row-label: Εἰκοσάφραγκον: [40, 843, 138, 858]
- bourse-row-value: 50,50: [238, 507, 273, 522]
- travel-ad: [989, 662, 1247, 819]
- bourse-row-label: Ἑταιρείας Μεταλλείων: [40, 580, 183, 594]
- national-line-piraeus: ΕΝ ΠΕΙΡΑΙΕΙ. Γενικόν Πρακτορεῖον ὁδός Φίλωνος ἀριθ. 44 ἀριθμ. τηλεφ. 227.: [989, 1299, 1247, 1344]
- bourse-row-value: 153: [250, 551, 273, 565]
- sakkis-note: Ἀπό τά ἀνθιστάμενα ἕως τά ἀνυδάτερα ὅλα τά γυναικεῖα εἴδη. Δέν μᾶς ἐλλείπει οὐδέν εἶδος. Τηλέφωνον 1009.: [1002, 945, 1234, 1004]
- bourse-row-label: Πανελλήνιον Ἀσφαλείας: [40, 725, 192, 739]
- post-heading: ΤΑΧΥΔΡΟΜΕΙΟΝ: [314, 1023, 458, 1042]
- bourse-row: [40, 754, 273, 769]
- column-3: [496, 112, 989, 2123]
- ionian-text: Ἑκάστην Δευτέραν, Τρίτην, Πέμπτην, Πάτρας, Παρασκευήν καί Σάββατον ὥραν 7 μ. μ. κατ' εὐθεῖαν διά ΧΑΛΚΙΔΑ καί ΘΕΣΣΑΛΟΝΙΚΗΝ. ΚΥΡΙΑΚΗΝ 7 μ. μ. διά Χαλκίδα, Βόλον, Θεσσαλονίκην. ΔΕΥΤΕΡΑΝ 8 μ. μ. διά Κεφάλον, Ἀργοστόλιον καί Ζάκυνθον. ΤΡΙΤΗΝ 10 π. μ. διά Πάτρας, Κέρκυραν καί Βρινδήσιον. ΤΡΙΤΗΝ 8 μ. μ. διά Πάτρας, Καλάμας, Ζάκυνθον, Κατάκολον καί Πελοπόννησον. ΤΡΙΤΗΝ 8 μ. μ. διά Ἰτέαν Γαλαξείδιον, Βιτρινίτσαν, Αἴγιον, Πάτρας, Ἀστακόν, Μύτικα, Ζάβερδαν, Λευκάδα, Πρέβεζαν, Πάργαν, Φορτον, Σαγιάδα. ΠΑΡΑΣΚΕΥΗΝ 9 π. μ. κατ' εὐθεῖαν διά Πάτρας, Σάμην, Ἁγ. Εὐφημίαν, Φισκάρδον, Λευκάδα, Πρέβεζαν, Κέρκυραν καί Καραδερβεν. ΣΑΒΒΑΤΟΝ 4 μ. μ. διά Πάτρας, Κέρκυραν καί Βρινδήσιον. ΣΑΒΒΑΤΟΝ 8 μ. μ. τό ἀτμόπλοιον «ΠΕΡΟΧΗ» ἀναχωρεῖ διά Πάτρας, Ζάκυνθον, Λιξούριον καί Ἀργοστόλιον.: [1253, 777, 1571, 1031]
- surgery-text: Δεξιά ὁδός Γλάδστονος 4—5 πρώτη πάροδος τῆς ὁδοῦ Πατησίων. Παρά τήν Πλατεῖαν Πατησίων. Διευθυντής καί χειρουργός ἰατρός, χειρουργός, μαιευτής, γυναικολόγος καί τῶν μεταδοτικῶν.: [1253, 333, 1571, 392]
- bourse-row-label: Σιδηρ. Ἀθηνῶν Πειραιῶς: [40, 594, 192, 609]
- exchange-row: [40, 858, 262, 873]
- bourse-row: [40, 551, 273, 566]
- post-text: ΠΑΡΑΣΚΕΥΗΝ, 23 Μαΐου — Εἰς Σμύρνην καί Μυτιλήνην (Κεϊτέτ) μεσημβρίαν. Εἰς Καβάλλαν καί Δεδεαγάτς (Αὖλ) 3 μ. μ. Εἰς Βόλον (Ἀθλ) 3 μ. μ. Εἰς Χίον, Κέρκυραν, Ἰταλίαν καί Αὐστρίαν 11 π. μ. Εἰς Σῦρον (Θύρ) 11 π. μ. Εἰς Κωνσταντινούπολιν (Παλ) 4 μ. μ. Εἰς Θεσσαλονίκην 8 μ. μ. Εἰς Σάμον, Ἴκαρον, Ἰταλίαν 11 π. μ.: [275, 1046, 497, 1196]
- aviator-text: Ὁ κ. Ὀλιβιέ, νεώτατος, Παρισινός, ἔχει εἰς τάς πτήσεις πρωτοτυπίαν. Κατ' ἀρχήν τοῦ Ἀπριλίου ἀπεφάσισε νά ἀφοσιωθῇ εἰς τήν ἀεροπορίαν καί νά ἐξασκηθῇ. Μετά παρέλευσιν ἑβδομάδων ἐπέτυχεν τό δίπλωμα πιλότου καί ἔκτοτε ἐξετέλεσε πλείστας πτήσεις ἐν Γαλλίᾳ καί Ἀγγλίᾳ. Τό ρεκόρ του εἶνε 150 χιλιόμετρα καθ' ὥραν καί 2 ἕως 40,000 φρ. ἀπό ἐπιδείξεις.: [503, 1221, 738, 1386]
- bourse-row-value: 91,50: [238, 681, 273, 696]
- bourse-row-value: 99,50: [238, 420, 273, 435]
- masthead-title: ΣΚΡΙΠ: [716, 58, 889, 98]
- bourse-row-label: Ἑταιρείας Τσιμέντων: [40, 754, 173, 768]
